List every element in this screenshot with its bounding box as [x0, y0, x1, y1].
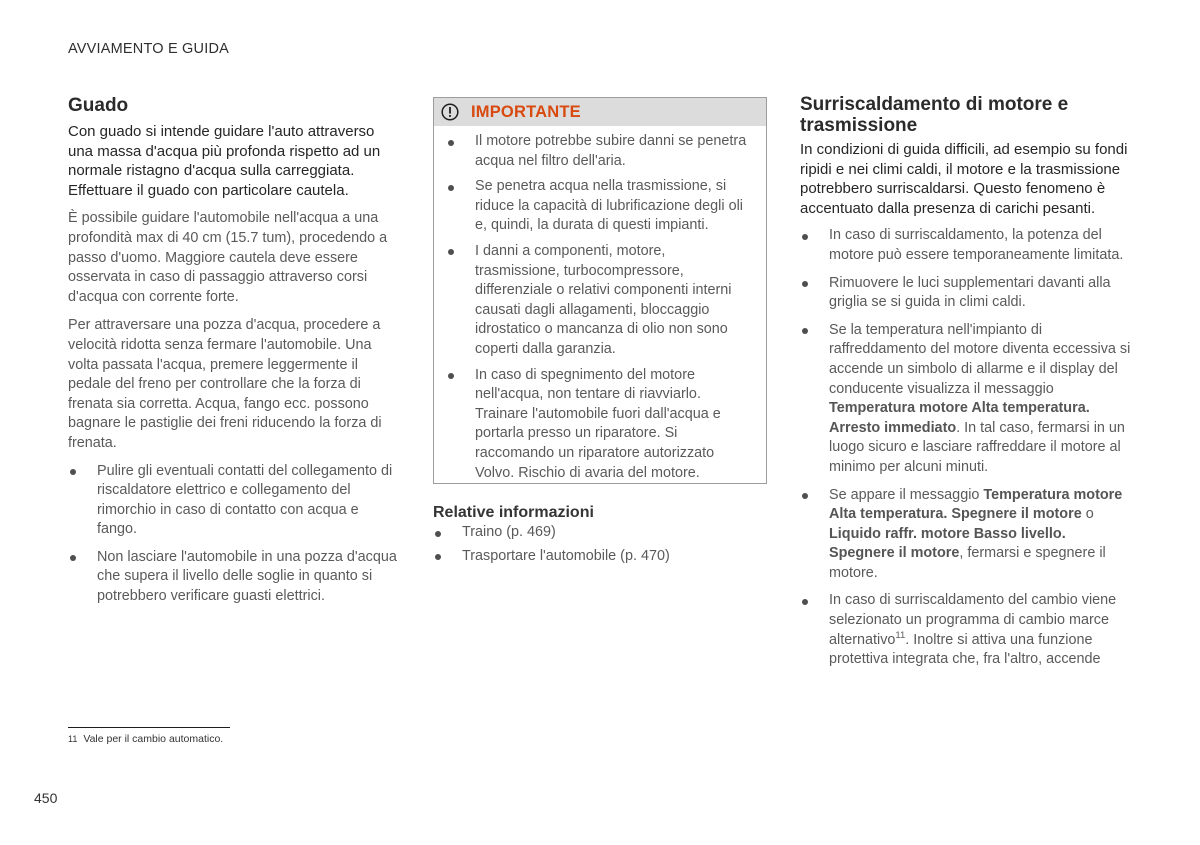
bullet-dot-icon [802, 234, 808, 240]
warning-exclamation-circle-icon [441, 103, 459, 121]
important-bullet-list [446, 132, 752, 483]
list-item [446, 132, 752, 171]
bullet-dot-icon [435, 554, 441, 560]
list-item [800, 591, 1134, 669]
list-item-text: Non lasciare l'automobile in una pozza d'acqua che supera il livello delle soglie in quanto si potrebbero verificare guasti elettrici. [97, 548, 397, 605]
text-fragment: In caso di surriscaldamento del cambio viene selezionato un programma di cambio marce alternativo [829, 592, 1117, 648]
list-item [800, 486, 1134, 584]
list-item-text: Se penetra acqua nella trasmissione, si riduce la capacità di lubrificazione degli oli e, quindi, la durata di questi impianti. [475, 178, 743, 234]
text-fragment: . Inoltre si attiva una funzione protettiva integrata che, fra l'altro, accende [829, 631, 1101, 668]
bullet-dot-icon [70, 469, 76, 475]
running-header: AVVIAMENTO E GUIDA [68, 41, 229, 57]
bullet-dot-icon [435, 531, 441, 537]
bullet-dot-icon [448, 249, 454, 255]
display-message: Temperatura motore Alta temperatura. Spegnere il motore [829, 486, 1123, 523]
related-info-title: Relative informazioni [433, 504, 594, 521]
important-notice-box [433, 97, 767, 484]
footnote-number: 11 [68, 734, 78, 744]
list-item [446, 177, 752, 236]
bullet-dot-icon [802, 281, 808, 287]
list-item-text: Rimuovere le luci supplementari davanti alla griglia se si guida in climi caldi. [829, 274, 1111, 311]
bullet-dot-icon [448, 373, 454, 379]
list-item [68, 548, 402, 607]
footnote-reference: 11 [895, 629, 906, 641]
list-item [446, 366, 752, 484]
list-item [800, 226, 1134, 265]
footnote-text: Vale per il cambio automatico. [83, 733, 224, 745]
list-item [800, 321, 1134, 478]
bullet-dot-icon [802, 328, 808, 334]
list-item [68, 462, 402, 540]
right-column [800, 93, 1134, 670]
important-notice-header [434, 98, 766, 126]
overheating-intro: In condizioni di guida difficili, ad esempio su fondi ripidi e nei climi caldi, il motore e la trasmissione potrebbero surriscaldarsi. Questo fenomeno è accentuato dalla presenza di carichi pesanti. [800, 141, 1128, 217]
bullet-dot-icon [802, 599, 808, 605]
page-number: 450 [34, 790, 58, 806]
list-item-text [829, 592, 1116, 667]
crossing-paragraph: Per attraversare una pozza d'acqua, procedere a velocità ridotta senza fermare l'automobile. Una volta passata l'acqua, premere leggermente il pedale del freno per controllare che la forza di frenata sia corretta. Acqua, fango ecc. possono bagnare le pastiglie dei freni riducendo la forza di frenata. [68, 317, 382, 451]
text-fragment: o [1081, 506, 1094, 523]
bullet-dot-icon [70, 555, 76, 561]
list-item [446, 242, 752, 360]
intro-paragraph: Con guado si intende guidare l'auto attraverso una massa d'acqua più profonda rispetto ad un normale ristagno d'acqua sulla carreggiata. Effettuare il guado con particolare cautela. [68, 123, 381, 199]
footnote-divider [68, 727, 230, 728]
bullet-dot-icon [448, 185, 454, 191]
wading-bullet-list [68, 462, 402, 607]
related-link-text[interactable]: Trasportare l'automobile (p. 470) [462, 547, 670, 564]
list-item-text: Pulire gli eventuali contatti del collegamento di riscaldatore elettrico e collegamento del rimorchio in caso di contatto con acqua e fango. [97, 462, 393, 538]
text-fragment: , fermarsi e spegnere il motore. [829, 545, 1106, 581]
display-message: Temperatura motore Alta temperatura. Arresto immediato [829, 400, 1090, 436]
important-notice-title: IMPORTANTE [471, 102, 581, 121]
related-link-text[interactable]: Traino (p. 469) [462, 524, 556, 540]
section-title-guado: Guado [68, 95, 129, 116]
display-message: Liquido raffr. motore Basso livello. Spegnere il motore [829, 525, 1066, 562]
related-info-section [433, 503, 767, 566]
list-item-text [829, 487, 1122, 581]
related-link[interactable] [433, 547, 767, 567]
section-title-overheating: Surriscaldamento di motore e trasmissione [800, 94, 1069, 136]
related-link[interactable] [433, 523, 767, 543]
important-notice-body [434, 126, 766, 483]
overheating-bullet-list [800, 226, 1134, 669]
bullet-dot-icon [448, 140, 454, 146]
bullet-dot-icon [802, 493, 808, 499]
list-item-text: I danni a componenti, motore, trasmissione, turbocompressore, differenziale o relativi componenti interni causati dagli allagamenti, bloccaggio idrostatico o mancanza di olio non sono coperti dalla garanzia. [475, 242, 732, 357]
list-item-text: In caso di surriscaldamento, la potenza del motore può essere temporaneamente limitata. [829, 227, 1124, 263]
list-item-text: In caso di spegnimento del motore nell'acqua, non tentare di riavviarlo. Trainare l'automobile fuori dall'acqua e portarla presso un riparatore. Si raccomando un riparatore autorizzato Volvo. Rischio di avaria del motore. [475, 366, 721, 481]
list-item-text [829, 322, 1130, 475]
footnote [68, 733, 223, 746]
depth-paragraph: È possibile guidare l'automobile nell'acqua a una profondità max di 40 cm (15.7 tum), procedendo a passo d'uomo. Maggiore cautela deve essere osservata in caso di passaggio attraverso corsi d'acqua con corrente forte. [68, 210, 388, 305]
text-fragment: Se appare il messaggio [829, 486, 984, 503]
left-column [68, 93, 402, 607]
list-item [800, 274, 1134, 313]
text-fragment: Se la temperatura nell'impianto di raffreddamento del motore diventa eccessiva si accende un simbolo di allarme e il display del conducente visualizza il messaggio [829, 321, 1131, 397]
related-info-list [433, 523, 767, 566]
text-fragment: . In tal caso, fermarsi in un luogo sicuro e lasciare raffreddare il motore al minimo per alcuni minuti. [829, 419, 1125, 475]
list-item-text: Il motore potrebbe subire danni se penetra acqua nel filtro dell'aria. [475, 133, 747, 169]
